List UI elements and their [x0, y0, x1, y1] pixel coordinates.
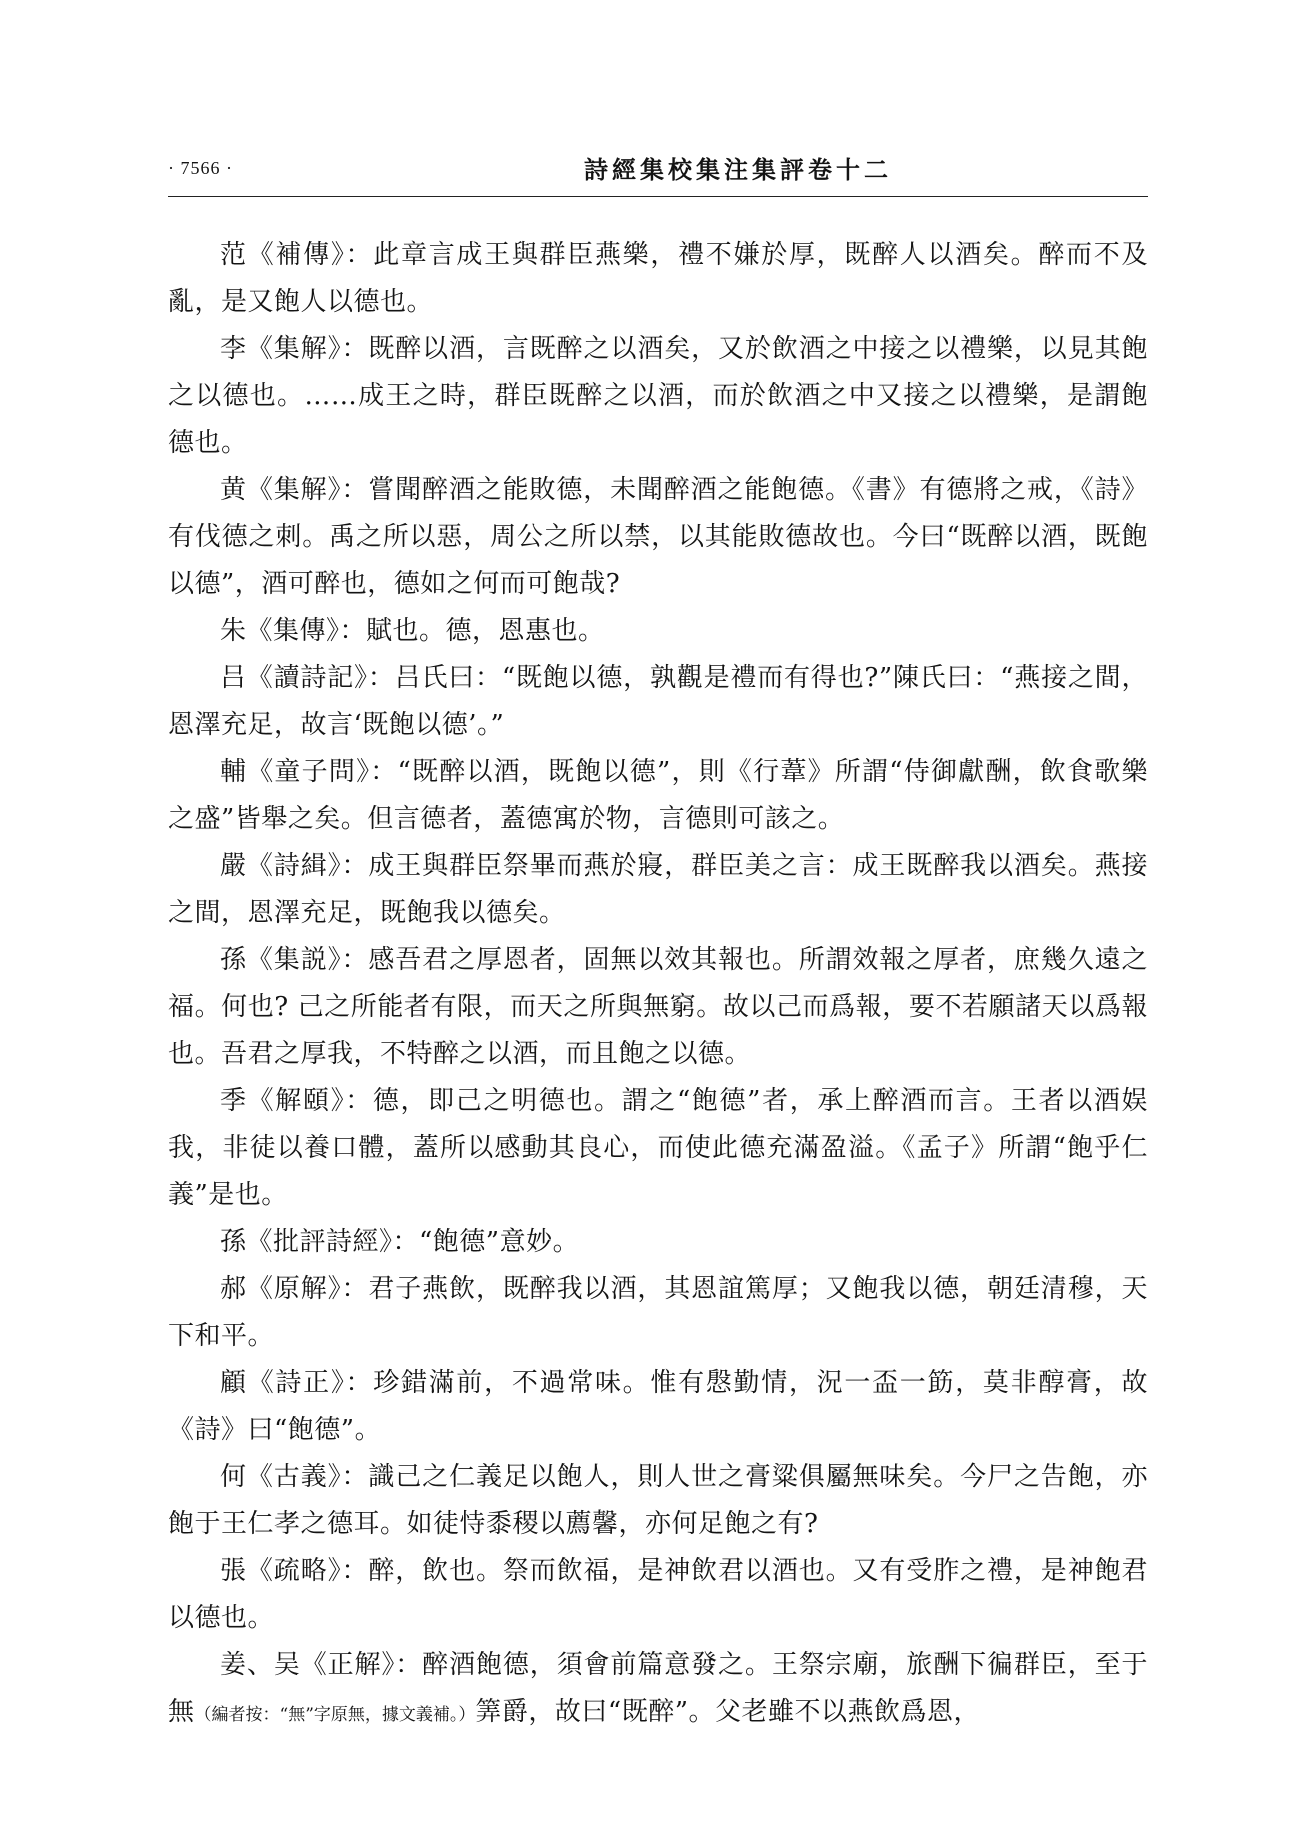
paragraph-li: 李《集解》：既醉以酒，言既醉之以酒矣，又於飲酒之中接之以禮樂，以見其飽之以德也。……成王之時，群臣既醉之以酒，而於飲酒之中又接之以禮樂，是謂飽德也。 [168, 334, 1148, 458]
page-number: · 7566 · [168, 158, 233, 178]
paragraph-zhu: 朱《集傳》：賦也。德，恩惠也。 [220, 616, 605, 646]
paragraph-sun-piping: 孫《批評詩經》：“飽德”意妙。 [220, 1227, 580, 1257]
paragraph-ji: 季《解頤》：德，即己之明德也。謂之“飽德”者，承上醉酒而言。王者以酒娱我，非徒以養口體，蓋所以感動其良心，而使此德充滿盈溢。《孟子》所謂“飽乎仁義”是也。 [168, 1086, 1148, 1210]
editor-note: （編者按：“無”字原無，據文義補。） [194, 1705, 476, 1725]
paragraph-fan: 范《補傳》：此章言成王與群臣燕樂，禮不嫌於厚，既醉人以酒矣。醉而不及亂，是又飽人以德也。 [168, 240, 1148, 317]
running-title: 詩經集校集注集評卷十二 [584, 155, 892, 184]
page-header [168, 146, 1148, 186]
paragraph-jiang-wu-text-a: 姜、吴《正解》：醉酒飽德，須會前篇意發之。王祭宗廟，旅酬下徧群臣，至于無 [168, 1650, 1148, 1727]
paragraph-huang: 黄《集解》：嘗聞醉酒之能敗德，未聞醉酒之能飽德。《書》有德將之戒，《詩》有伐德之刺。禹之所以惡，周公之所以禁，以其能敗德故也。今曰“既醉以酒，既飽以德”，酒可醉也，德如之何而可飽哉? [168, 475, 1148, 599]
paragraph-fu: 輔《童子問》：“既醉以酒，既飽以德”，則《行葦》所謂“侍御獻酬，飲食歌樂之盛”皆舉之矣。但言德者，蓋德寓於物，言德則可該之。 [168, 757, 1148, 834]
paragraph-jiang-wu [168, 1642, 1148, 1739]
paragraph-jiang-wu-text-b: 筭爵，故曰“既醉”。父老雖不以燕飲爲恩， [475, 1697, 980, 1727]
header-rule [168, 196, 1148, 197]
paragraph-lu: 吕《讀詩記》：吕氏曰：“既飽以德，孰觀是禮而有得也?”陳氏曰：“燕接之間，恩澤充足，故言‘既飽以德’。” [168, 663, 1148, 740]
paragraph-yan: 嚴《詩緝》：成王與群臣祭畢而燕於寢，群臣美之言：成王既醉我以酒矣。燕接之間，恩澤充足，既飽我以德矣。 [168, 851, 1148, 928]
paragraph-he: 何《古義》：識己之仁義足以飽人，則人世之膏粱俱屬無味矣。今尸之告飽，亦飽于王仁孝之德耳。如徒恃黍稷以薦馨，亦何足飽之有? [168, 1462, 1148, 1539]
paragraph-gu: 顧《詩正》：珍錯滿前，不過常味。惟有慇勤情，況一盃一筯，莫非醇膏，故《詩》曰“飽德”。 [168, 1368, 1148, 1445]
paragraph-hao: 郝《原解》：君子燕飲，既醉我以酒，其恩誼篤厚；又飽我以德，朝廷清穆，天下和平。 [168, 1274, 1148, 1351]
paragraph-sun-jishuo: 孫《集説》：感吾君之厚恩者，固無以效其報也。所謂效報之厚者，庶幾久遠之福。何也? 己之所能者有限，而天之所與無窮。故以己而爲報，要不若願諸天以爲報也。吾君之厚我，不特醉之以酒，而且飽之以德。 [168, 945, 1148, 1069]
paragraph-zhang: 張《疏略》：醉，飲也。祭而飲福，是神飲君以酒也。又有受胙之禮，是神飽君以德也。 [168, 1556, 1148, 1633]
body-text [168, 232, 1148, 1739]
